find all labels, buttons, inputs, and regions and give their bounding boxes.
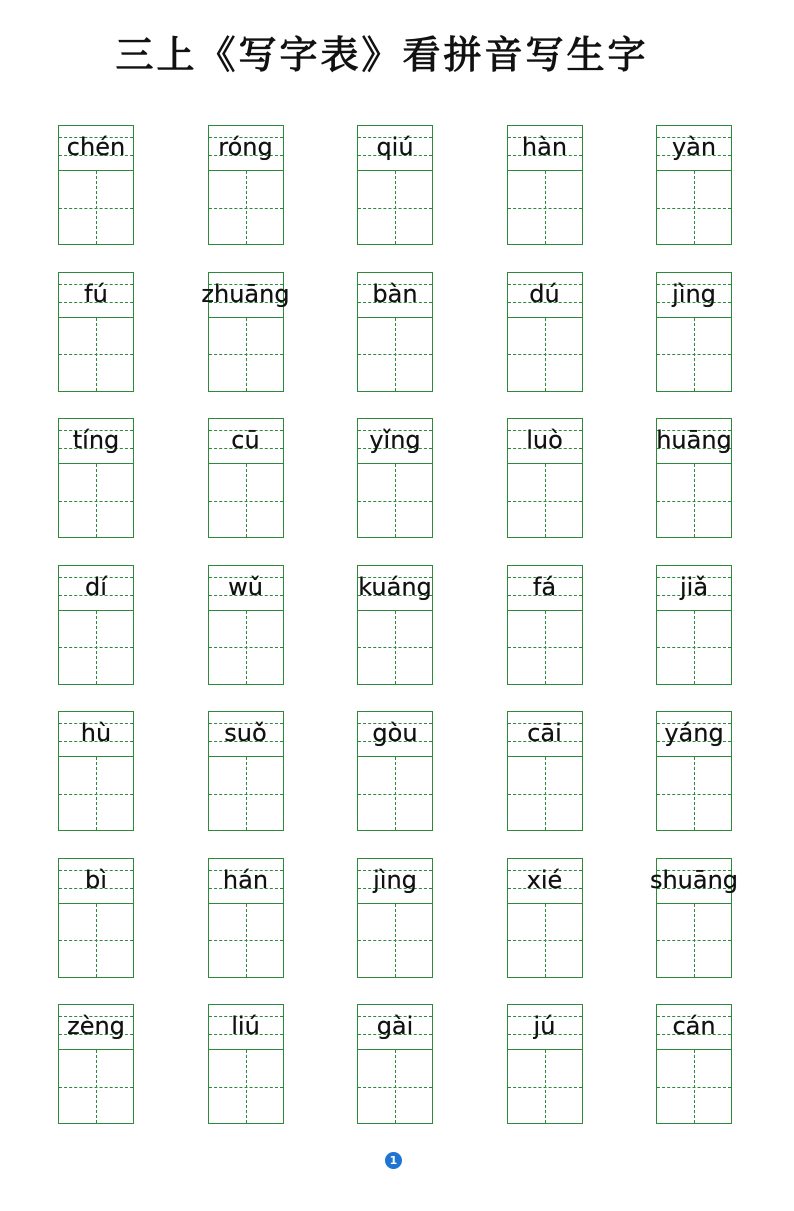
pinyin-label: gài: [376, 1012, 414, 1040]
writing-cell: [58, 711, 134, 831]
writing-cell: [208, 858, 284, 978]
pinyin-label: dú: [529, 279, 560, 308]
writing-cell: [58, 418, 134, 538]
pinyin-label: bì: [85, 865, 107, 894]
writing-cell: [58, 125, 134, 245]
character-box[interactable]: [58, 1049, 134, 1124]
character-box[interactable]: [58, 903, 134, 978]
character-box[interactable]: [507, 1049, 583, 1124]
character-box[interactable]: [357, 1049, 433, 1124]
pinyin-label: jiǎ: [679, 572, 709, 601]
pinyin-label: fá: [532, 572, 557, 601]
pinyin-label: fú: [84, 279, 108, 308]
pinyin-label: chén: [66, 133, 126, 161]
character-box[interactable]: [656, 756, 732, 831]
pinyin-label: cāi: [527, 719, 562, 747]
writing-cell: [507, 858, 583, 978]
pinyin-label: zhuāng: [201, 279, 290, 308]
pinyin-label: hàn: [521, 133, 568, 161]
writing-cell: [58, 858, 134, 978]
character-box[interactable]: [208, 170, 284, 245]
pinyin-label: xié: [526, 865, 563, 894]
pinyin-label: gòu: [372, 719, 418, 747]
character-box[interactable]: [58, 317, 134, 392]
character-box[interactable]: [507, 610, 583, 685]
writing-cell: [357, 272, 433, 392]
character-box[interactable]: [507, 170, 583, 245]
writing-cell: [58, 1004, 134, 1124]
character-box[interactable]: [58, 170, 134, 245]
character-box[interactable]: [357, 610, 433, 685]
writing-cell: [649, 858, 739, 978]
character-box[interactable]: [656, 1049, 732, 1124]
character-box[interactable]: [208, 317, 284, 392]
writing-cell: [656, 125, 732, 245]
character-box[interactable]: [507, 903, 583, 978]
writing-cell: [656, 418, 732, 538]
pinyin-label: yàn: [671, 133, 717, 161]
character-box[interactable]: [58, 463, 134, 538]
pinyin-label: qiú: [376, 133, 414, 161]
character-box[interactable]: [357, 463, 433, 538]
writing-cell: [357, 418, 433, 538]
writing-cell: [507, 272, 583, 392]
pinyin-label: bàn: [372, 279, 418, 308]
writing-cell: [357, 565, 433, 685]
writing-cell: [507, 125, 583, 245]
pinyin-label: hán: [222, 865, 269, 894]
character-box[interactable]: [507, 756, 583, 831]
character-box[interactable]: [656, 610, 732, 685]
character-box[interactable]: [656, 317, 732, 392]
character-box[interactable]: [507, 317, 583, 392]
pinyin-label: kuáng: [358, 572, 432, 601]
pinyin-label: jìng: [373, 865, 417, 894]
writing-cell: [357, 711, 433, 831]
pinyin-label: jú: [533, 1012, 556, 1040]
writing-cell: [507, 418, 583, 538]
pinyin-label: liú: [231, 1012, 260, 1040]
writing-cell: [357, 125, 433, 245]
character-box[interactable]: [208, 1049, 284, 1124]
pinyin-label: jìng: [672, 279, 716, 308]
writing-cell: [656, 565, 732, 685]
character-box[interactable]: [656, 170, 732, 245]
pinyin-label: hù: [80, 719, 112, 747]
character-box[interactable]: [208, 463, 284, 538]
page-number-badge: 1: [385, 1152, 402, 1169]
writing-cell: [201, 272, 290, 392]
pinyin-label: zèng: [67, 1012, 125, 1040]
pinyin-label: dí: [85, 572, 107, 601]
writing-cell: [208, 125, 284, 245]
pinyin-label: huāng: [656, 426, 732, 454]
character-box[interactable]: [357, 756, 433, 831]
character-box[interactable]: [507, 463, 583, 538]
writing-grid: [58, 125, 739, 1124]
pinyin-label: róng: [218, 133, 273, 161]
pinyin-label: shuāng: [649, 865, 739, 894]
writing-cell: [656, 1004, 732, 1124]
writing-cell: [208, 418, 284, 538]
writing-cell: [357, 858, 433, 978]
character-box[interactable]: [357, 903, 433, 978]
writing-cell: [58, 272, 134, 392]
character-box[interactable]: [656, 463, 732, 538]
pinyin-label: yǐng: [369, 426, 421, 454]
writing-cell: [357, 1004, 433, 1124]
character-box[interactable]: [208, 903, 284, 978]
writing-cell: [656, 272, 732, 392]
writing-cell: [208, 711, 284, 831]
character-box[interactable]: [357, 170, 433, 245]
pinyin-label: cū: [231, 426, 260, 454]
pinyin-label: cán: [672, 1012, 716, 1040]
pinyin-label: tíng: [72, 426, 120, 454]
writing-cell: [208, 565, 284, 685]
pinyin-label: luò: [526, 426, 563, 454]
writing-cell: [507, 1004, 583, 1124]
writing-cell: [58, 565, 134, 685]
character-box[interactable]: [357, 317, 433, 392]
character-box[interactable]: [208, 610, 284, 685]
writing-cell: [656, 711, 732, 831]
pinyin-label: wǔ: [228, 572, 263, 601]
character-box[interactable]: [656, 903, 732, 978]
page-title: 三上《写字表》看拼音写生字: [115, 32, 649, 77]
writing-cell: [507, 711, 583, 831]
character-box[interactable]: [58, 756, 134, 831]
character-box[interactable]: [208, 756, 284, 831]
character-box[interactable]: [58, 610, 134, 685]
writing-cell: [507, 565, 583, 685]
pinyin-label: yáng: [664, 719, 724, 747]
writing-cell: [208, 1004, 284, 1124]
pinyin-label: suǒ: [224, 719, 267, 747]
